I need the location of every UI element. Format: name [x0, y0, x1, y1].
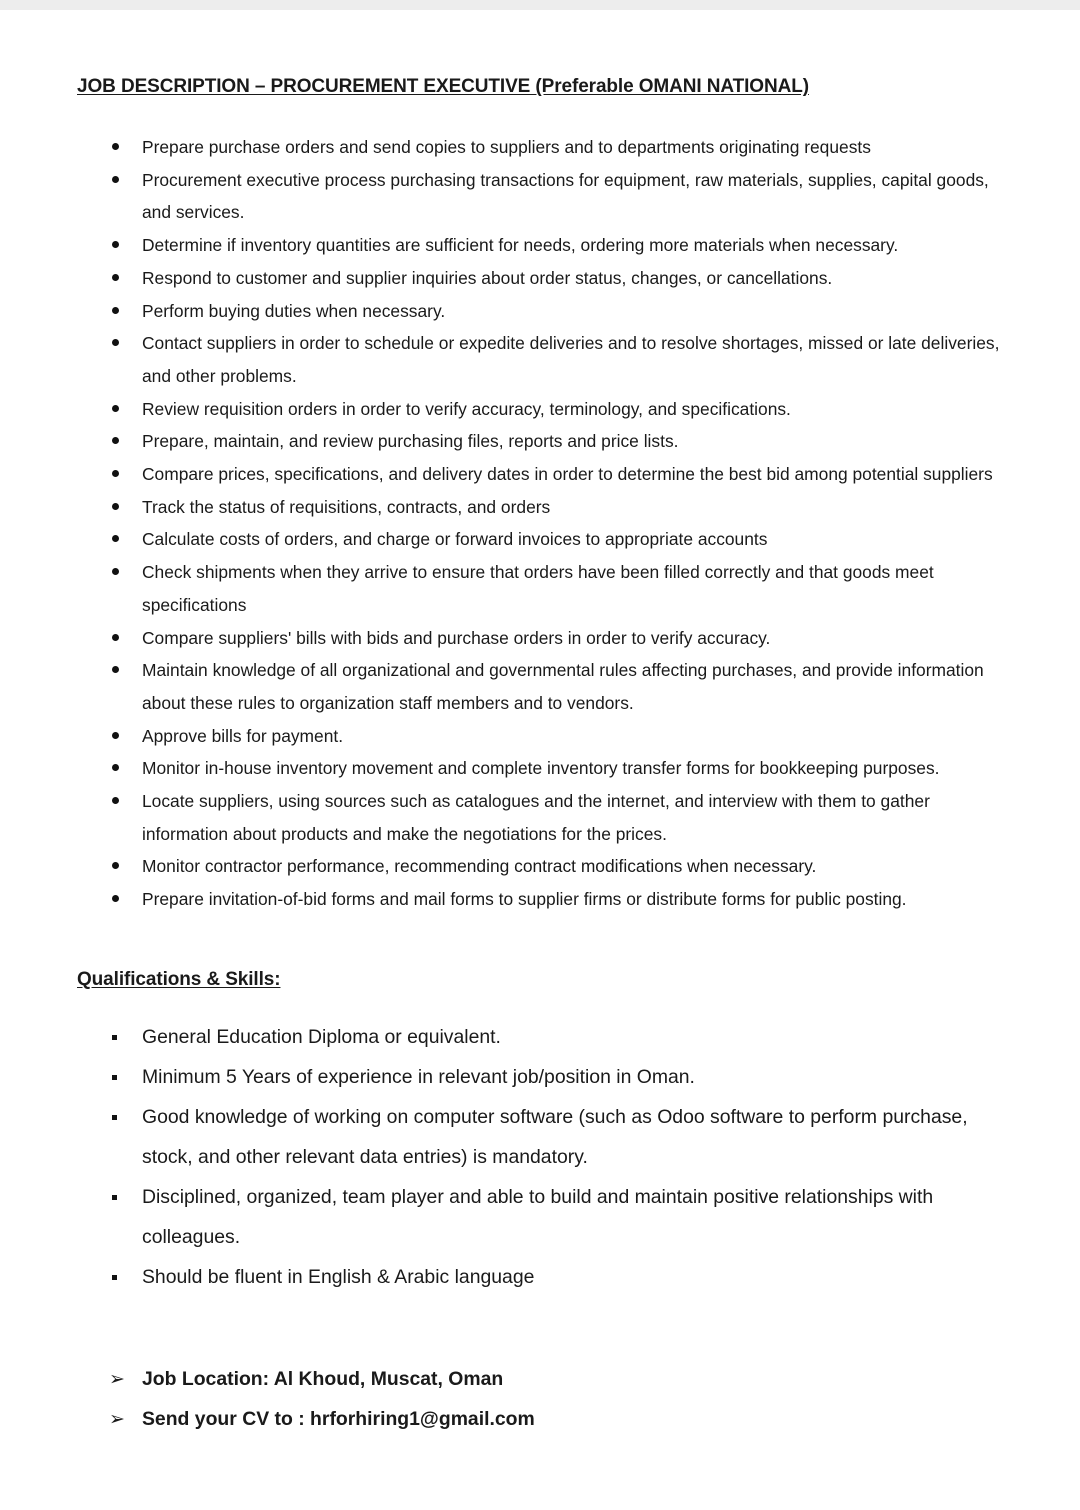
bullet-dot-icon [112, 797, 119, 804]
duty-text: Determine if inventory quantities are sufficient for needs, ordering more materials when necessary. [142, 235, 899, 256]
duty-text: Compare prices, specifications, and delivery dates in order to determine the best bid among potential suppliers [142, 464, 993, 485]
bullet-dot-icon [112, 143, 119, 150]
bullet-square-icon [112, 1115, 117, 1120]
qualification-text: Disciplined, organized, team player and able to build and maintain positive relationships with colleagues. [142, 1186, 934, 1248]
duty-text: Compare suppliers' bills with bids and purchase orders in order to verify accuracy. [142, 627, 771, 648]
bullet-dot-icon [112, 568, 119, 575]
duty-item [0, 425, 1002, 458]
bullet-dot-icon [112, 732, 119, 739]
duties-list [0, 131, 1002, 916]
duty-item [0, 720, 1002, 753]
qualification-item [0, 1057, 1002, 1097]
bullet-dot-icon [112, 274, 119, 281]
qualification-item [0, 1177, 1002, 1257]
duty-item [0, 785, 1002, 850]
duty-item [0, 458, 1002, 491]
duty-text: Perform buying duties when necessary. [142, 300, 446, 321]
bullet-dot-icon [112, 862, 119, 869]
duty-text: Prepare, maintain, and review purchasing files, reports and price lists. [142, 431, 679, 452]
bullet-dot-icon [112, 405, 119, 412]
arrow-bullet-icon: ➢ [109, 1408, 125, 1430]
job-location [0, 1359, 1002, 1399]
duty-item [0, 262, 1002, 295]
duty-item [0, 752, 1002, 785]
duty-text: Contact suppliers in order to schedule or expedite deliveries and to resolve shortages, missed or late deliveries, and other problems. [142, 333, 1000, 386]
duty-text: Approve bills for payment. [142, 725, 344, 746]
duty-item [0, 131, 1002, 164]
qualification-item [0, 1097, 1002, 1177]
qualification-item [0, 1257, 1002, 1297]
duty-item [0, 229, 1002, 262]
contact-list [0, 1359, 1002, 1439]
bullet-dot-icon [112, 307, 119, 314]
duty-item [0, 491, 1002, 524]
duty-item [0, 850, 1002, 883]
bullet-dot-icon [112, 535, 119, 542]
duty-text: Maintain knowledge of all organizational and governmental rules affecting purchases, and provide information about these rules to organization staff members and to vendors. [142, 660, 984, 713]
duty-item [0, 295, 1002, 328]
duty-item [0, 622, 1002, 655]
duty-text: Locate suppliers, using sources such as catalogues and the internet, and interview with them to gather information about products and make the negotiations for the prices. [142, 791, 930, 844]
bullet-square-icon [112, 1035, 117, 1040]
arrow-bullet-icon: ➢ [109, 1368, 125, 1390]
bullet-dot-icon [112, 634, 119, 641]
duty-text: Monitor contractor performance, recommending contract modifications when necessary. [142, 856, 817, 877]
duty-item [0, 654, 1002, 719]
send-cv [0, 1399, 1002, 1439]
qualifications-heading: Qualifications & Skills: [77, 969, 281, 990]
bullet-dot-icon [112, 764, 119, 771]
duty-text: Procurement executive process purchasing transactions for equipment, raw materials, supplies, capital goods, and services. [142, 169, 989, 223]
qualification-text: General Education Diploma or equivalent. [142, 1026, 501, 1048]
job-location-text: Job Location: Al Khoud, Muscat, Oman [142, 1368, 504, 1390]
bullet-dot-icon [112, 176, 119, 183]
bullet-dot-icon [112, 437, 119, 444]
duty-text: Respond to customer and supplier inquiries about order status, changes, or cancellations. [142, 267, 833, 288]
duty-item [0, 393, 1002, 426]
duty-item [0, 556, 1002, 621]
send-cv-text: Send your CV to : hrforhiring1@gmail.com [142, 1408, 535, 1430]
bullet-dot-icon [112, 470, 119, 477]
bullet-square-icon [112, 1075, 117, 1080]
duty-text: Review requisition orders in order to verify accuracy, terminology, and specifications. [142, 398, 791, 419]
qualification-text: Should be fluent in English & Arabic language [142, 1266, 535, 1288]
qualification-text: Minimum 5 Years of experience in relevant job/position in Oman. [142, 1066, 695, 1088]
qualification-text: Good knowledge of working on computer software (such as Odoo software to perform purchase, stock, and other relevant data entries) is mandatory. [142, 1106, 968, 1168]
duty-item [0, 523, 1002, 556]
duty-item [0, 327, 1002, 392]
bullet-dot-icon [112, 241, 119, 248]
bullet-dot-icon [112, 895, 119, 902]
bullet-dot-icon [112, 666, 119, 673]
bullet-square-icon [112, 1275, 117, 1280]
bullet-dot-icon [112, 503, 119, 510]
duty-text: Track the status of requisitions, contracts, and orders [142, 496, 551, 517]
duty-text: Calculate costs of orders, and charge or forward invoices to appropriate accounts [142, 529, 768, 550]
page-title: JOB DESCRIPTION – PROCUREMENT EXECUTIVE (Preferable OMANI NATIONAL) [77, 76, 809, 97]
qualification-item [0, 1017, 1002, 1057]
duty-text: Check shipments when they arrive to ensure that orders have been filled correctly and that goods meet specifications [142, 562, 934, 615]
duty-text: Prepare invitation-of-bid forms and mail forms to supplier firms or distribute forms for public posting. [142, 889, 907, 910]
bullet-square-icon [112, 1195, 117, 1200]
duty-item [0, 883, 1002, 916]
bullet-dot-icon [112, 339, 119, 346]
qualifications-list [0, 1017, 1002, 1297]
duty-text: Prepare purchase orders and send copies to suppliers and to departments originating requests [142, 137, 871, 157]
duty-text: Monitor in-house inventory movement and complete inventory transfer forms for bookkeeping purposes. [142, 758, 940, 779]
duty-item [0, 164, 1002, 229]
